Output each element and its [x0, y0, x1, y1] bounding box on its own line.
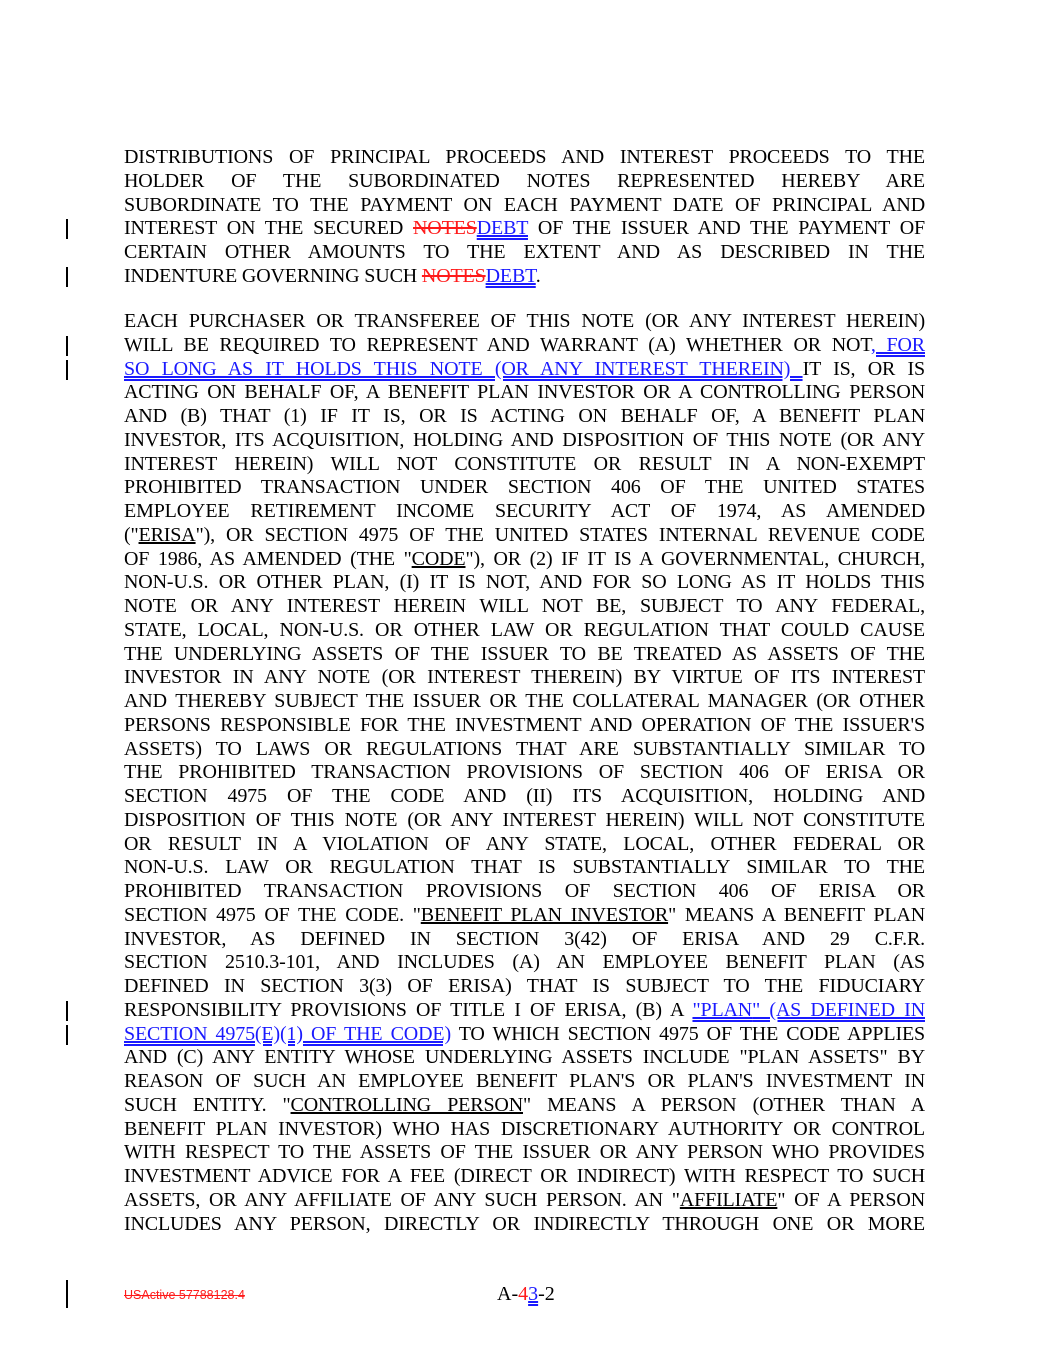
change-bar: [66, 267, 68, 287]
text-run: OF THE ISSUER AND THE PAYMENT OF: [527, 217, 925, 240]
text-run: EMPLOYEE RETIREMENT INCOME SECURITY ACT OF 1974, AS AMENDED: [124, 500, 925, 522]
defined-term: CODE: [411, 547, 466, 570]
text-line: [124, 714, 925, 738]
text-line: [124, 1046, 925, 1070]
footer-document-id: USActive 57788128.4: [124, 1288, 245, 1302]
page-suffix: -2: [538, 1283, 555, 1305]
text-line: [124, 1118, 925, 1142]
text-line: [124, 1165, 925, 1189]
text-line: [124, 856, 925, 880]
inserted-text: SO LONG AS IT HOLDS THIS NOTE (OR ANY INTEREST THEREIN): [124, 357, 803, 380]
page-prefix: A-: [497, 1283, 519, 1305]
inserted-text: " (AS DEFINED IN: [752, 998, 925, 1021]
text-line: [124, 1213, 925, 1237]
text-run: INTEREST ON THE SECURED: [124, 217, 414, 240]
text-run: INDENTURE GOVERNING SUCH: [124, 264, 422, 287]
text-line: [124, 999, 925, 1023]
text-run: INVESTOR, AS DEFINED IN SECTION 3(42) OF ERISA AND 29 C.F.R.: [124, 927, 925, 950]
text-line: [124, 833, 925, 857]
text-run: HOLDER OF THE SUBORDINATED NOTES REPRESENTED HEREBY ARE: [124, 169, 925, 192]
change-bar: [66, 1280, 68, 1308]
text-run: "), OR (2) IF IT IS A GOVERNMENTAL, CHURCH,: [465, 547, 925, 570]
text-run: EACH PURCHASER OR TRANSFEREE OF THIS NOTE (OR ANY INTEREST HEREIN): [124, 310, 925, 332]
inserted-text: DEBT: [476, 217, 528, 240]
deleted-text: NOTES: [413, 217, 477, 240]
text-run: THE UNDERLYING ASSETS OF THE ISSUER TO BE TREATED AS ASSETS OF THE: [124, 642, 925, 665]
text-line: [124, 217, 925, 241]
defined-term: ERISA: [138, 523, 196, 546]
text-run: DEFINED IN SECTION 3(3) OF ERISA) THAT IS SUBJECT TO THE FIDUCIARY: [124, 975, 925, 997]
text-run: BENEFIT PLAN INVESTOR) WHO HAS DISCRETIONARY AUTHORITY OR CONTROL: [124, 1117, 925, 1140]
text-run: STATE, LOCAL, NON-U.S. OR OTHER LAW OR REGULATION THAT COULD CAUSE: [124, 618, 925, 641]
text-line: [124, 928, 925, 952]
text-line: [124, 690, 925, 714]
defined-term: BENEFIT PLAN INVESTOR: [420, 903, 669, 926]
text-run: PROHIBITED TRANSACTION UNDER SECTION 406 OF THE UNITED STATES: [124, 476, 925, 499]
change-bar: [66, 1001, 68, 1021]
text-run: SUCH ENTITY. ": [124, 1093, 291, 1116]
text-run: INVESTMENT ADVICE FOR A FEE (DIRECT OR INDIRECT) WITH RESPECT TO SUCH: [124, 1165, 925, 1187]
text-line: [124, 1023, 925, 1047]
text-run: " OF A PERSON: [777, 1188, 925, 1211]
text-run: NON-U.S. OR OTHER PLAN, (I) IT IS NOT, AND FOR SO LONG AS IT HOLDS THIS: [124, 571, 925, 594]
change-bar: [66, 360, 68, 380]
text-run: .: [535, 264, 541, 287]
text-line: [124, 809, 925, 833]
text-run: NON-U.S. LAW OR REGULATION THAT IS SUBSTANTIALLY SIMILAR TO THE: [124, 856, 925, 879]
defined-term: CONTROLLING PERSON: [290, 1093, 523, 1116]
text-run: INCLUDES ANY PERSON, DIRECTLY OR INDIRECTLY THROUGH ONE OR MORE: [124, 1212, 925, 1235]
page-inserted-digit: 3: [528, 1283, 539, 1305]
text-line: [124, 1189, 925, 1213]
text-run: " MEANS A PERSON (OTHER THAN A: [523, 1093, 925, 1116]
text-run: TO WHICH SECTION 4975 OF THE CODE APPLIES: [450, 1022, 925, 1045]
text-run: REASON OF SUCH AN EMPLOYEE BENEFIT PLAN'S OR PLAN'S INVESTMENT IN: [124, 1070, 925, 1092]
text-line: [124, 951, 925, 975]
inserted-text: SECTION 4975(E)(1) OF THE CODE): [124, 1022, 451, 1045]
text-line: [124, 880, 925, 904]
text-run: RESPONSIBILITY PROVISIONS OF TITLE I OF ERISA, (B) A: [124, 998, 693, 1021]
text-line: [124, 643, 925, 667]
text-line: [124, 334, 925, 358]
text-line: [124, 381, 925, 405]
text-run: " MEANS A BENEFIT PLAN: [668, 903, 925, 926]
text-run: SECTION 4975 OF THE CODE AND (II) ITS ACQUISITION, HOLDING AND: [124, 785, 925, 807]
text-run: ACTING ON BEHALF OF, A BENEFIT PLAN INVESTOR OR A CONTROLLING PERSON: [124, 381, 925, 404]
text-line: [124, 146, 925, 170]
change-bar: [66, 336, 68, 356]
text-run: INVESTOR IN ANY NOTE (OR INTEREST THEREIN) BY VIRTUE OF ITS INTEREST: [124, 666, 925, 689]
text-line: [124, 524, 925, 548]
change-bar: [66, 1025, 68, 1045]
text-line: [124, 310, 925, 334]
page-deleted-digit: 4: [518, 1283, 529, 1305]
text-run: AND (C) ANY ENTITY WHOSE UNDERLYING ASSETS INCLUDE "PLAN ASSETS" BY: [124, 1046, 925, 1069]
text-line: [124, 785, 925, 809]
text-line: [124, 194, 925, 218]
text-run: SECTION 4975 OF THE CODE. ": [124, 903, 421, 926]
text-run: INTEREST HEREIN) WILL NOT CONSTITUTE OR RESULT IN A NON-EXEMPT: [124, 452, 925, 475]
deleted-text: NOTES: [421, 264, 486, 287]
text-run: PROHIBITED TRANSACTION PROVISIONS OF SECTION 406 OF ERISA OR: [124, 880, 925, 902]
text-line: [124, 265, 925, 289]
text-run: NOTE OR ANY INTEREST HEREIN WILL NOT BE, SUBJECT TO ANY FEDERAL,: [124, 595, 925, 617]
text-run: ASSETS) TO LAWS OR REGULATIONS THAT ARE SUBSTANTIALLY SIMILAR TO: [124, 737, 925, 760]
text-line: [124, 904, 925, 928]
text-line: [124, 619, 925, 643]
text-run: AND THEREBY SUBJECT THE ISSUER OR THE COLLATERAL MANAGER (OR OTHER: [124, 690, 925, 712]
text-line: [124, 500, 925, 524]
text-line: [124, 453, 925, 477]
text-line: [124, 429, 925, 453]
text-line: [124, 358, 925, 382]
text-line: [124, 738, 925, 762]
paragraph-erisa-representation: [124, 310, 925, 1236]
text-run: DISTRIBUTIONS OF PRINCIPAL PROCEEDS AND INTEREST PROCEEDS TO THE: [124, 146, 925, 168]
text-run: INVESTOR, ITS ACQUISITION, HOLDING AND DISPOSITION OF THIS NOTE (OR ANY: [124, 428, 925, 451]
inserted-text: DEBT: [485, 264, 536, 287]
text-line: [124, 476, 925, 500]
text-run: OF 1986, AS AMENDED (THE ": [124, 547, 412, 570]
text-line: [124, 241, 925, 265]
text-line: [124, 595, 925, 619]
text-line: [124, 666, 925, 690]
text-run: CERTAIN OTHER AMOUNTS TO THE EXTENT AND AS DESCRIBED IN THE: [124, 241, 925, 263]
change-bar: [66, 219, 68, 239]
text-run: SECTION 2510.3-101, AND INCLUDES (A) AN EMPLOYEE BENEFIT PLAN (AS: [124, 951, 925, 974]
text-run: THE PROHIBITED TRANSACTION PROVISIONS OF SECTION 406 OF ERISA OR: [124, 761, 925, 784]
page-number: [497, 1283, 555, 1306]
text-run: OR RESULT IN A VIOLATION OF ANY STATE, LOCAL, OTHER FEDERAL OR: [124, 832, 925, 855]
text-run: PERSONS RESPONSIBLE FOR THE INVESTMENT AND OPERATION OF THE ISSUER'S: [124, 713, 925, 736]
text-line: [124, 170, 925, 194]
text-run: ASSETS, OR ANY AFFILIATE OF ANY SUCH PERSON. AN ": [124, 1188, 680, 1211]
text-run: WITH RESPECT TO THE ASSETS OF THE ISSUER OR ANY PERSON WHO PROVIDES: [124, 1141, 925, 1164]
text-run: (": [124, 523, 139, 546]
paragraph-subordination: [124, 146, 925, 289]
inserted-text: "PLAN: [692, 998, 753, 1021]
text-line: [124, 975, 925, 999]
text-run: SUBORDINATE TO THE PAYMENT ON EACH PAYMENT DATE OF PRINCIPAL AND: [124, 193, 925, 216]
text-line: [124, 571, 925, 595]
text-run: IT IS, OR IS: [802, 357, 925, 380]
text-run: "), OR SECTION 4975 OF THE UNITED STATES INTERNAL REVENUE CODE: [195, 523, 925, 546]
text-run: DISPOSITION OF THIS NOTE (OR ANY INTEREST HEREIN) WILL NOT CONSTITUTE: [124, 808, 925, 831]
text-run: WILL BE REQUIRED TO REPRESENT AND WARRANT (A) WHETHER OR NOT: [124, 333, 871, 356]
text-line: [124, 548, 925, 572]
text-line: [124, 405, 925, 429]
text-line: [124, 1094, 925, 1118]
defined-term: AFFILIATE: [679, 1188, 778, 1211]
text-line: [124, 1141, 925, 1165]
text-line: [124, 761, 925, 785]
inserted-text: , FOR: [870, 333, 925, 356]
text-line: [124, 1070, 925, 1094]
text-run: AND (B) THAT (1) IF IT IS, OR IS ACTING ON BEHALF OF, A BENEFIT PLAN: [124, 405, 925, 427]
